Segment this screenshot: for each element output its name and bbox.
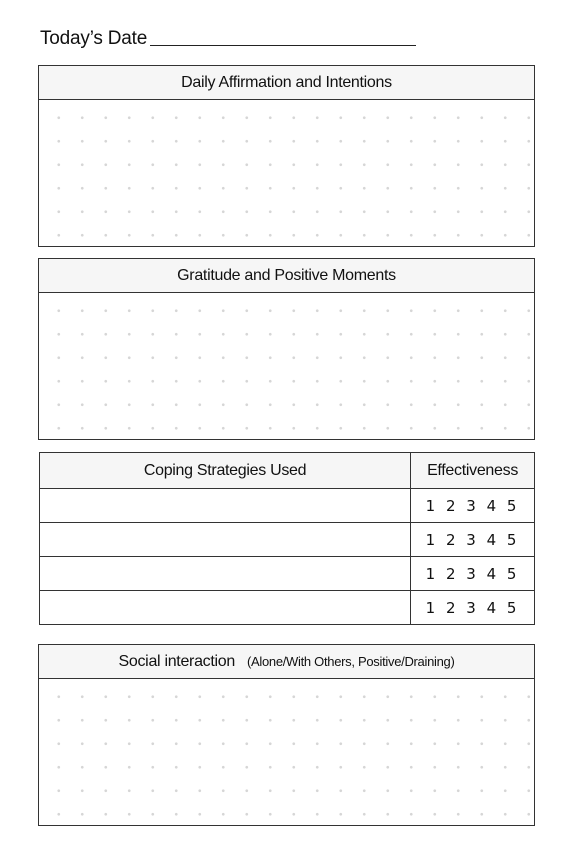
coping-strategies-header: Coping Strategies Used — [40, 453, 411, 489]
coping-strategies-table — [39, 452, 535, 625]
gratitude-writing-area[interactable] — [39, 293, 534, 439]
social-writing-area[interactable] — [39, 679, 534, 825]
affirmation-writing-area[interactable] — [39, 100, 534, 246]
affirmation-section — [38, 65, 535, 247]
date-label: Today’s Date — [40, 28, 148, 49]
table-row — [40, 557, 535, 591]
affirmation-header — [39, 66, 534, 100]
affirmation-title: Daily Affirmation and Intentions — [181, 73, 392, 91]
social-title: Social interaction — [118, 652, 235, 670]
effectiveness-header: Effectiveness — [411, 453, 535, 489]
social-subtitle: (Alone/With Others, Positive/Draining) — [246, 654, 455, 669]
strategy-cell[interactable] — [40, 489, 411, 523]
table-header-row — [40, 453, 535, 489]
social-header — [39, 645, 534, 679]
strategy-cell[interactable] — [40, 557, 411, 591]
gratitude-title: Gratitude and Positive Moments — [177, 266, 396, 284]
date-field — [40, 28, 416, 50]
strategy-cell[interactable] — [40, 591, 411, 625]
effectiveness-rating[interactable]: 1 2 3 4 5 — [411, 523, 535, 557]
social-section — [38, 644, 535, 826]
table-row — [40, 591, 535, 625]
effectiveness-rating[interactable]: 1 2 3 4 5 — [411, 591, 535, 625]
date-input-line[interactable] — [150, 45, 416, 46]
table-row — [40, 523, 535, 557]
gratitude-header — [39, 259, 534, 293]
effectiveness-rating[interactable]: 1 2 3 4 5 — [411, 489, 535, 523]
gratitude-section — [38, 258, 535, 440]
table-row — [40, 489, 535, 523]
strategy-cell[interactable] — [40, 523, 411, 557]
effectiveness-rating[interactable]: 1 2 3 4 5 — [411, 557, 535, 591]
